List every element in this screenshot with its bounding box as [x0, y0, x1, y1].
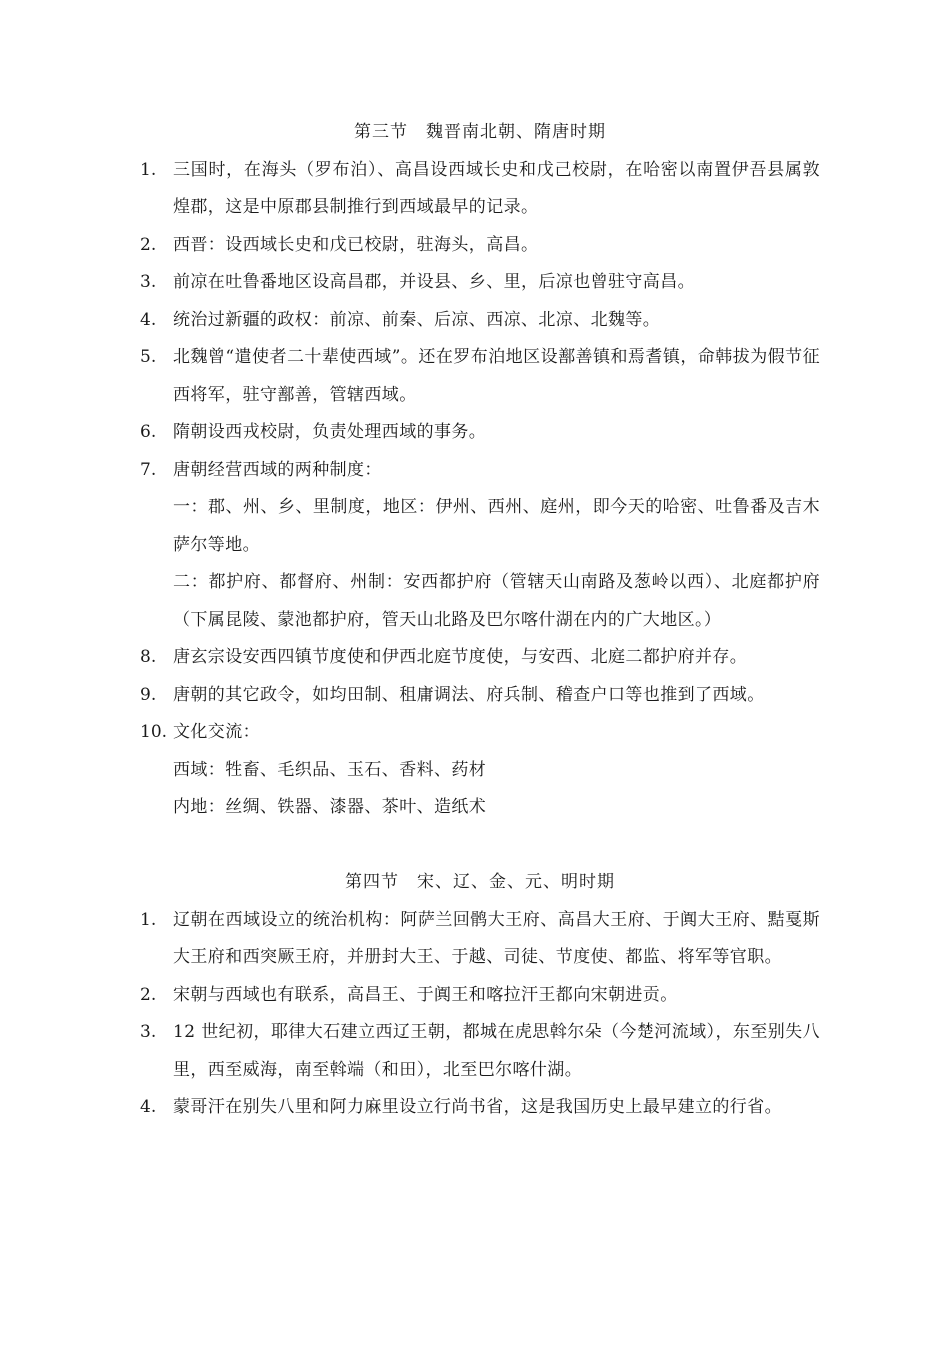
item-number: 2. — [140, 984, 157, 1005]
list-item — [140, 1089, 820, 1127]
sub-item-text: 西域：牲畜、毛织品、玉石、香料、药材 — [173, 759, 487, 780]
list-item — [140, 1014, 820, 1089]
section-subtitle: 魏晋南北朝、隋唐时期 — [426, 122, 606, 142]
list-item — [140, 152, 820, 227]
item-number: 3. — [140, 1022, 157, 1042]
list-item — [140, 977, 820, 1015]
item-text: 12 世纪初，耶律大石建立西辽王朝，都城在虎思斡尔朵（今楚河流域），东至别失八里，西至威海，南至斡端（和田），北至巴尔喀什湖。 — [173, 1022, 820, 1080]
item-number: 4. — [140, 1097, 157, 1117]
item-text: 前凉在吐鲁番地区设高昌郡，并设县、乡、里，后凉也曾驻守高昌。 — [173, 272, 695, 292]
list-item — [140, 677, 820, 715]
item-number: 2. — [140, 234, 157, 255]
item-text: 唐玄宗设安西四镇节度使和伊西北庭节度使，与安西、北庭二都护府并存。 — [173, 647, 748, 667]
section-four — [140, 864, 820, 1127]
list-item — [140, 339, 820, 414]
sub-item-text: 一：郡、州、乡、里制度，地区：伊州、西州、庭州，即今天的哈密、吐鲁番及吉木萨尔等地。 — [173, 497, 820, 555]
list-item — [140, 302, 820, 340]
item-number: 4. — [140, 309, 157, 330]
item-text: 北魏曾“遣使者二十辈使西域”。还在罗布泊地区设鄯善镇和焉耆镇，命韩拔为假节征西将军，驻守鄯善，管辖西域。 — [173, 347, 820, 405]
section-subtitle: 宋、辽、金、元、明时期 — [417, 872, 615, 892]
item-number: 3. — [140, 272, 157, 292]
item-text: 文化交流： — [173, 722, 260, 742]
item-text: 辽朝在西域设立的统治机构：阿萨兰回鹘大王府、高昌大王府、于阗大王府、黠戛斯大王府和西突厥王府，并册封大王、于越、司徒、节度使、都监、将军等官职。 — [173, 909, 820, 967]
item-number: 8. — [140, 647, 157, 667]
list-item — [140, 414, 820, 452]
item-text: 唐朝的其它政令，如均田制、租庸调法、府兵制、稽查户口等也推到了西域。 — [173, 684, 765, 705]
section-title: 第三节 — [354, 122, 408, 142]
list-item — [140, 639, 820, 677]
item-text: 唐朝经营西域的两种制度： — [173, 459, 382, 480]
item-number: 1. — [140, 909, 157, 930]
item-number: 10. — [140, 722, 168, 742]
item-number: 5. — [140, 347, 157, 367]
list-item — [140, 714, 820, 752]
item-number: 9. — [140, 684, 157, 705]
item-number: 7. — [140, 459, 157, 480]
section-heading — [140, 114, 820, 152]
item-text: 蒙哥汗在别失八里和阿力麻里设立行尚书省，这是我国历史上最早建立的行省。 — [173, 1097, 782, 1117]
list-item — [140, 227, 820, 265]
item-number: 6. — [140, 422, 157, 442]
list-item — [140, 264, 820, 302]
sub-item-text: 二：都护府、都督府、州制：安西都护府（管辖天山南路及葱岭以西）、北庭都护府（下属昆陵、蒙池都护府，管天山北路及巴尔喀什湖在内的广大地区。） — [173, 572, 820, 630]
item-number: 1. — [140, 159, 157, 180]
section-heading — [140, 864, 820, 902]
item-text: 宋朝与西域也有联系，高昌王、于阗王和喀拉汗王都向宋朝进贡。 — [173, 984, 678, 1005]
section-three — [140, 114, 820, 827]
item-text: 隋朝设西戎校尉，负责处理西域的事务。 — [173, 422, 487, 442]
item-text: 西晋：设西域长史和戊已校尉，驻海头，高昌。 — [173, 234, 539, 255]
list-item — [140, 452, 820, 490]
item-text: 三国时，在海头（罗布泊）、高昌设西域长史和戊己校尉，在哈密以南置伊吾县属敦煌郡，这是中原郡县制推行到西域最早的记录。 — [173, 159, 820, 217]
sub-item-text: 内地：丝绸、铁器、漆器、茶叶、造纸术 — [173, 797, 487, 817]
list-item — [140, 902, 820, 977]
section-title: 第四节 — [345, 872, 399, 892]
item-text: 统治过新疆的政权：前凉、前秦、后凉、西凉、北凉、北魏等。 — [173, 309, 661, 330]
